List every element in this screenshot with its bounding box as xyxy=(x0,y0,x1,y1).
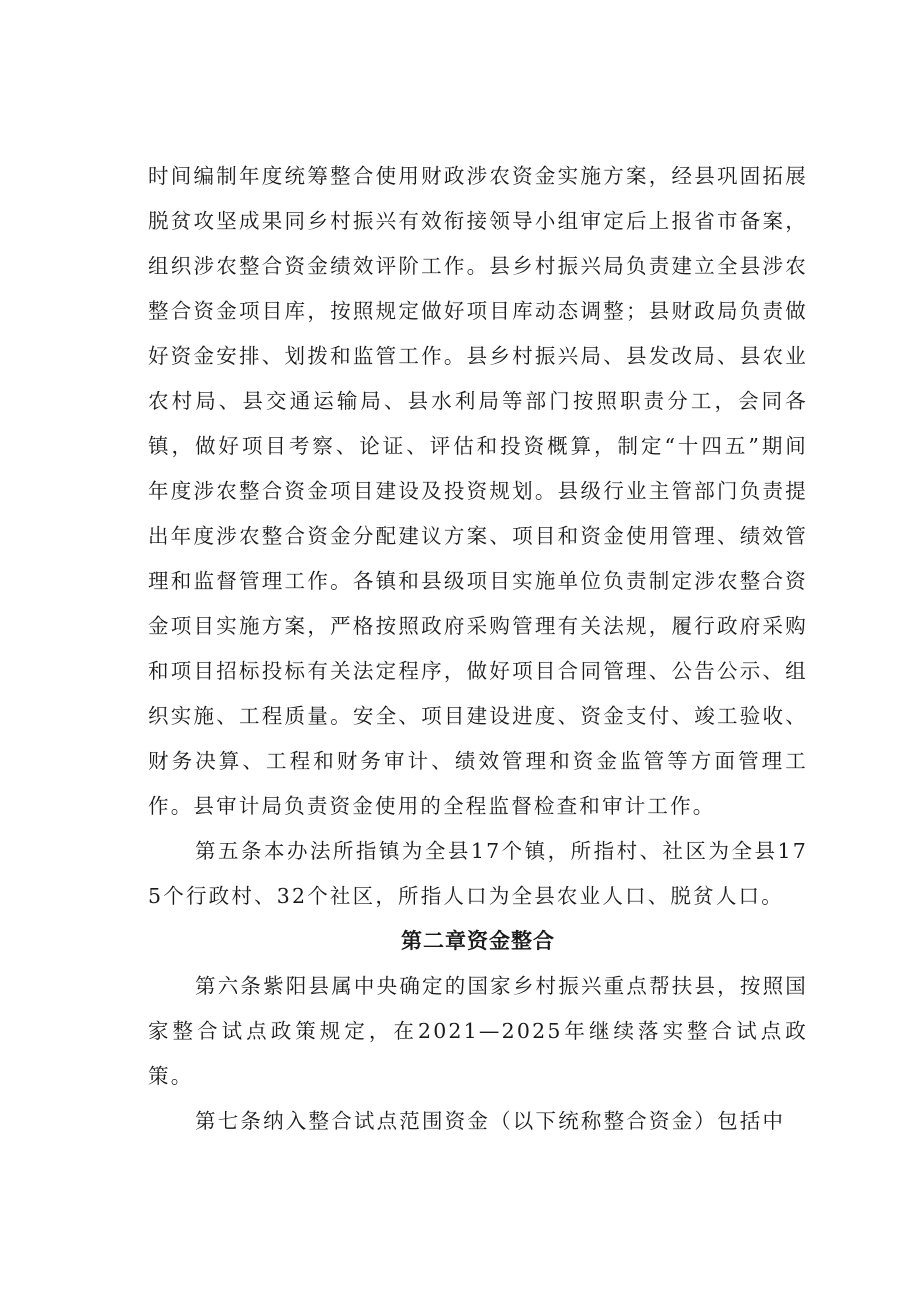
article-5-paragraph: 第五条本办法所指镇为全县17个镇，所指村、社区为全县175个行政村、32个社区，所指人口为全县农业人口、脱贫人口。 xyxy=(148,839,808,908)
document-body xyxy=(148,154,808,1144)
chapter-heading: 第二章资金整合 xyxy=(401,929,555,953)
article-6-paragraph: 第六条紫阳县属中央确定的国家乡村振兴重点帮扶县，按照国家整合试点政策规定，在2021—2025年继续落实整合试点政策。 xyxy=(148,974,808,1088)
article-7-paragraph: 第七条纳入整合试点范围资金（以下统称整合资金）包括中 xyxy=(195,1109,786,1133)
continued-paragraph: 时间编制年度统筹整合使用财政涉农资金实施方案，经县巩固拓展脱贫攻坚成果同乡村振兴有效衔接领导小组审定后上报省市备案，组织涉农整合资金绩效评阶工作。县乡村振兴局负责建立全县涉农整合资金项目库，按照规定做好项目库动态调整；县财政局负责做好资金安排、划拨和监管工作。县乡村振兴局、县发改局、县农业农村局、县交通运输局、县水利局等部门按照职责分工，会同各镇，做好项目考察、论证、评估和投资概算，制定“十四五”期间年度涉农整合资金项目建设及投资规划。县级行业主管部门负责提出年度涉农整合资金分配建议方案、项目和资金使用管理、绩效管理和监督管理工作。各镇和县级项目实施单位负责制定涉农整合资金项目实施方案，严格按照政府采购管理有关法规，履行政府采购和项目招标投标有关法定程序，做好项目合同管理、公告公示、组织实施、工程质量。安全、项目建设进度、资金支付、竣工验收、财务决算、工程和财务审计、绩效管理和资金监管等方面管理工作。县审计局负责资金使用的全程监督检查和审计工作。 xyxy=(148,164,808,818)
